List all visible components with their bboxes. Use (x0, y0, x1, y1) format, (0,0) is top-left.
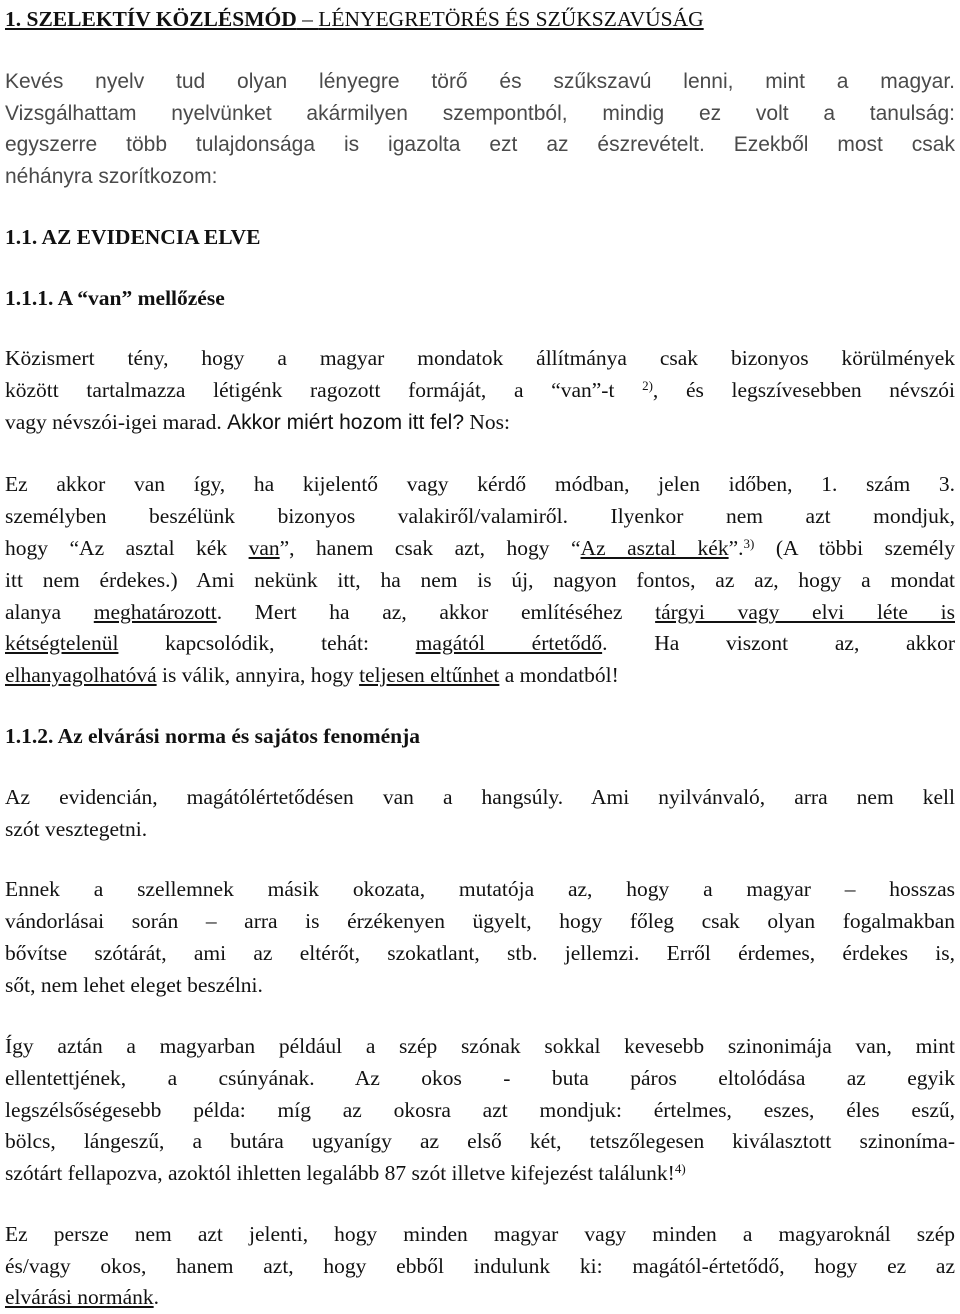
p2-line-5 (5, 595, 955, 629)
p2-underlined: van (248, 536, 280, 560)
intro-line-1: Kevés nyelv tud olyan lényegre törő és szűkszavú lenni, mint a magyar. (5, 70, 955, 93)
document-title (5, 2, 955, 36)
p6-line-2: és/vagy okos, hanem azt, hogy ebből indulunk ki: magától-értetődő, hogy ez az (5, 1254, 955, 1278)
p2-text: alanya (5, 600, 94, 624)
p6-line-1: Ez persze nem azt jelenti, hogy minden magyar vagy minden a magyaroknál szép (5, 1222, 955, 1246)
p3-line-1: Az evidencián, magátólértetődésen van a hangsúly. Ami nyilvánvaló, arra nem kell (5, 785, 955, 809)
p2-text: ”, hanem csak azt, hogy “ (279, 536, 581, 560)
p2-underlined: kétségtelenül (5, 631, 119, 655)
p6-line-3 (5, 1280, 955, 1314)
p2-text: személyben beszélünk bizonyos valakiről/valamiről. (5, 504, 568, 528)
p2-underlined: tárgyi vagy elvi léte is (655, 600, 955, 624)
p2-line-2 (5, 499, 955, 533)
p2-text: kapcsolódik, tehát: (118, 631, 416, 655)
p1-text: , és legszívesebben névszói (652, 378, 955, 402)
p1-question: Akkor miért hozom itt fel? (227, 411, 464, 434)
p1-text: Nos: (464, 410, 510, 434)
p5-text: szótárt fellapozva, azoktól ihletten legalább 87 szót illetve kifejezést találunk! (5, 1161, 675, 1185)
section-heading-1-1-2: 1.1.2. Az elvárási norma és sajátos fenoménja (5, 724, 421, 748)
p2-text: . Ha viszont az, akkor (602, 631, 956, 655)
intro-line-3: egyszerre több tulajdonsága is igazolta ezt az észrevételt. Ezekből most csak (5, 133, 955, 156)
p2-underlined: meghatározott (93, 600, 217, 624)
p2-underlined: teljesen eltűnhet (359, 663, 500, 687)
p2-line-1: Ez akkor van így, ha kijelentő vagy kérdő módban, jelen időben, 1. szám 3. (5, 472, 955, 496)
p4-line-2: vándorlásai során – arra is érzékenyen ügyelt, hogy főleg csak olyan fogalmakban (5, 909, 955, 933)
p2-underlined: elhanyagolhatóvá (5, 663, 157, 687)
title-main: 1. SZELEKTÍV KÖZLÉSMÓD (5, 7, 297, 31)
footnote-ref-4: 4) (674, 1161, 686, 1176)
section-heading-1-1: 1.1. AZ EVIDENCIA ELVE (5, 225, 261, 249)
p5-line-1: Így aztán a magyarban például a szép szónak sokkal kevesebb szinonimája van, mint (5, 1034, 955, 1058)
p1-text: vagy névszói-igei marad. (5, 410, 228, 434)
p2-text: is válik, annyira, hogy (156, 663, 360, 687)
p1-line-1: Közismert tény, hogy a magyar mondatok állítmánya csak bizonyos körülmények (5, 346, 955, 370)
footnote-ref-3: 3) (743, 536, 755, 551)
p3-line-2: szót vesztegetni. (5, 817, 148, 841)
p2-text: ”. (728, 536, 744, 560)
p2-text: a mondatból! (499, 663, 619, 687)
p2-underlined: magától értetődő (415, 631, 603, 655)
p5-line-3: legszélsőségesebb példa: míg az okosra azt mondjuk: értelmes, eszes, éles eszű, (5, 1098, 955, 1122)
p2-text: hogy “Az asztal kék (5, 536, 249, 560)
p4-line-4: sőt, nem lehet eleget beszélni. (5, 973, 263, 997)
p6-underlined: elvárási normánk (5, 1285, 154, 1309)
p5-line-4: bölcs, lángeszű, a butára ugyanígy az első két, tetszőlegesen kiválasztott szinoníma- (5, 1129, 955, 1153)
intro-line-2: Vizsgálhattam nyelvünket akármilyen szempontból, mindig ez volt a tanulság: (5, 102, 955, 125)
p6-text: . (153, 1285, 160, 1309)
p2-text: . Mert ha az, akkor említéséhez (216, 600, 656, 624)
p2-text: (A többi személy (754, 536, 956, 560)
p4-line-3: bővítse szótárát, ami az eltérőt, szokatlant, stb. jellemzi. Erről érdemes, érdekes is, (5, 941, 955, 965)
intro-line-4: néhányra szorítkozom: (5, 165, 218, 188)
footnote-ref-2: 2) (642, 378, 653, 393)
p2-line-7 (5, 658, 955, 692)
p1-line-2 (5, 373, 955, 407)
p2-line-3 (5, 531, 955, 565)
title-rest: LÉNYEGRETÖRÉS ÉS SZŰKSZAVÚSÁG (318, 7, 704, 31)
p2-underlined: Az asztal kék (580, 536, 729, 560)
p2-text: Ilyenkor nem azt mondjuk, (567, 504, 955, 528)
p1-line-3 (5, 405, 955, 439)
p5-line-5 (5, 1156, 955, 1190)
p5-line-2: ellentettjének, a csúnyának. Az okos - buta páros eltolódása az egyik (5, 1066, 955, 1090)
title-dash: – (296, 7, 319, 31)
p1-text: között tartalmazza létigénk ragozott formáját, a “van”-t (5, 378, 643, 402)
p4-line-1: Ennek a szellemnek másik okozata, mutatója az, hogy a magyar – hosszas (5, 877, 955, 901)
p2-line-4: itt nem érdekes.) Ami nekünk itt, ha nem is új, nagyon fontos, az az, hogy a mondat (5, 568, 955, 592)
section-heading-1-1-1: 1.1.1. A “van” mellőzése (5, 286, 225, 310)
p2-line-6 (5, 626, 955, 660)
